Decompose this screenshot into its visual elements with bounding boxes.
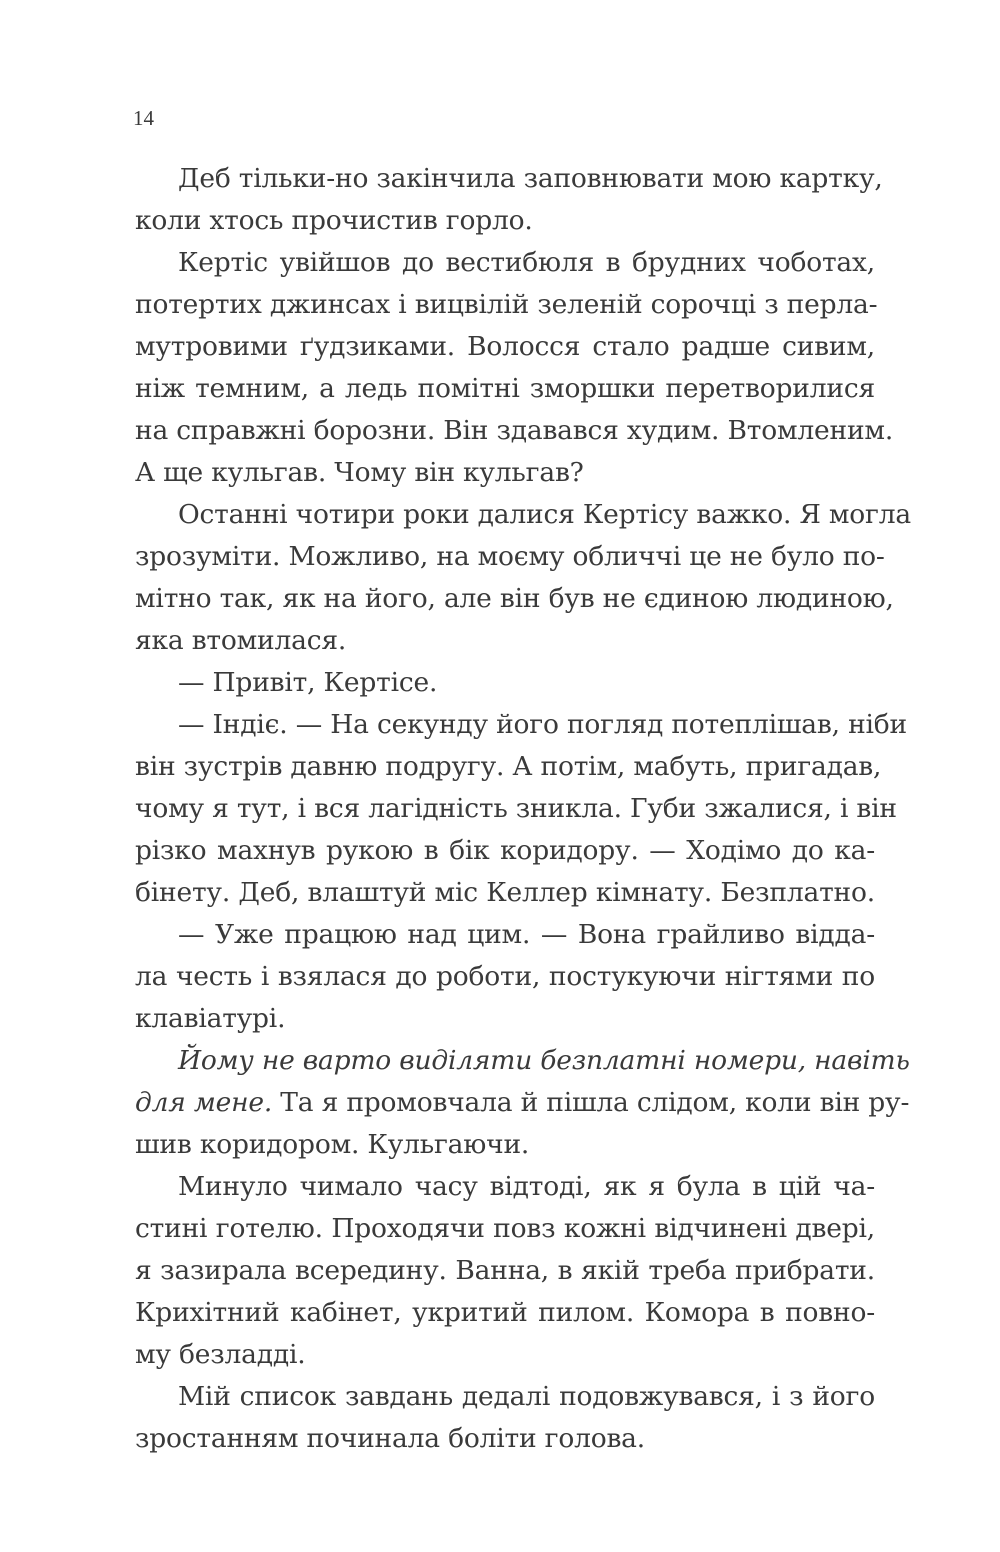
line-text: Деб тільки-но закінчила заповнювати мою картку, (178, 163, 883, 194)
line-text: стині готелю. Проходячи повз кожні відчинені двері, (135, 1213, 875, 1244)
italic-text: Йому не варто виділяти безплатні номери, навіть (178, 1045, 910, 1076)
text-line (135, 1292, 875, 1334)
text-line (135, 326, 875, 368)
body-text (135, 158, 911, 1460)
line-text: Останні чотири роки далися Кертісу важко. Я могла (178, 499, 911, 530)
text-line (135, 872, 875, 914)
text-line (135, 1250, 875, 1292)
line-text: ла честь і взялася до роботи, постукуючи нігтями по (135, 961, 875, 992)
line-text: яка втомилася. (135, 625, 347, 656)
line-text: — Уже працюю над цим. — Вона грайливо відда- (178, 919, 875, 950)
line-text: — Привіт, Кертісе. (178, 667, 438, 698)
text-line (135, 788, 897, 830)
text-line (135, 536, 885, 578)
line-text: Кертіс увійшов до вестибюля в брудних чоботах, (178, 247, 875, 278)
text-line (135, 956, 875, 998)
text-line (135, 998, 875, 1040)
italic-text: для мене. (135, 1087, 273, 1118)
text-line (135, 1376, 875, 1418)
line-text: Та я промовчала й пішла слідом, коли він ру- (272, 1087, 910, 1118)
line-text: му безладді. (135, 1339, 306, 1370)
line-text: чому я тут, і вся лагідність зникла. Губи зжалися, і він (135, 793, 897, 824)
text-line (135, 1124, 875, 1166)
text-line (135, 1334, 875, 1376)
page-number: 14 (133, 106, 154, 130)
line-text: на справжні борозни. Він здавався худим. Втомленим. (135, 415, 894, 446)
text-line (135, 284, 878, 326)
line-text: ніж темним, а ледь помітні зморшки перетворилися (135, 373, 875, 404)
line-text: я зазирала всередину. Ванна, в якій треба прибрати. (135, 1255, 875, 1286)
text-line (135, 452, 875, 494)
line-text: коли хтось прочистив горло. (135, 205, 533, 236)
line-text: зрозуміти. Можливо, на моєму обличчі це не було по- (135, 541, 885, 572)
text-line (135, 494, 911, 536)
text-line (135, 830, 875, 872)
text-line (135, 1208, 875, 1250)
line-text: клавіатурі. (135, 1003, 286, 1034)
line-text: А ще кульгав. Чому він кульгав? (135, 457, 584, 488)
text-line (135, 1418, 875, 1460)
line-text: шив коридором. Кульгаючи. (135, 1129, 530, 1160)
line-text: бінету. Деб, влаштуй міс Келлер кімнату. Безплатно. (135, 877, 875, 908)
text-line (135, 242, 875, 284)
text-line (135, 410, 894, 452)
text-line (135, 368, 875, 410)
line-text: мутровими ґудзиками. Волосся стало радше сивим, (135, 331, 875, 362)
text-line (135, 200, 875, 242)
line-text: — Індіє. — На секунду його погляд потеплішав, ніби (178, 709, 908, 740)
text-line (135, 578, 894, 620)
text-line (135, 662, 875, 704)
text-line (135, 914, 875, 956)
line-text: Минуло чимало часу відтоді, як я була в цій ча- (178, 1171, 875, 1202)
text-line (135, 704, 908, 746)
text-line (135, 158, 883, 200)
line-text: мітно так, як на його, але він був не єдиною людиною, (135, 583, 894, 614)
line-text: різко махнув рукою в бік коридору. — Ходімо до ка- (135, 835, 875, 866)
line-text: потертих джинсах і вицвілій зеленій сорочці з перла- (135, 289, 878, 320)
line-text: він зустрів давню подругу. А потім, мабуть, пригадав, (135, 751, 882, 782)
text-line (135, 746, 882, 788)
text-line (135, 1166, 875, 1208)
line-text: Крихітний кабінет, укритий пилом. Комора в повно- (135, 1297, 875, 1328)
text-line (135, 620, 875, 662)
line-text: Мій список завдань дедалі подовжувався, і з його (178, 1381, 875, 1412)
text-line (135, 1082, 910, 1124)
text-line (135, 1040, 910, 1082)
line-text: зростанням починала боліти голова. (135, 1423, 646, 1454)
